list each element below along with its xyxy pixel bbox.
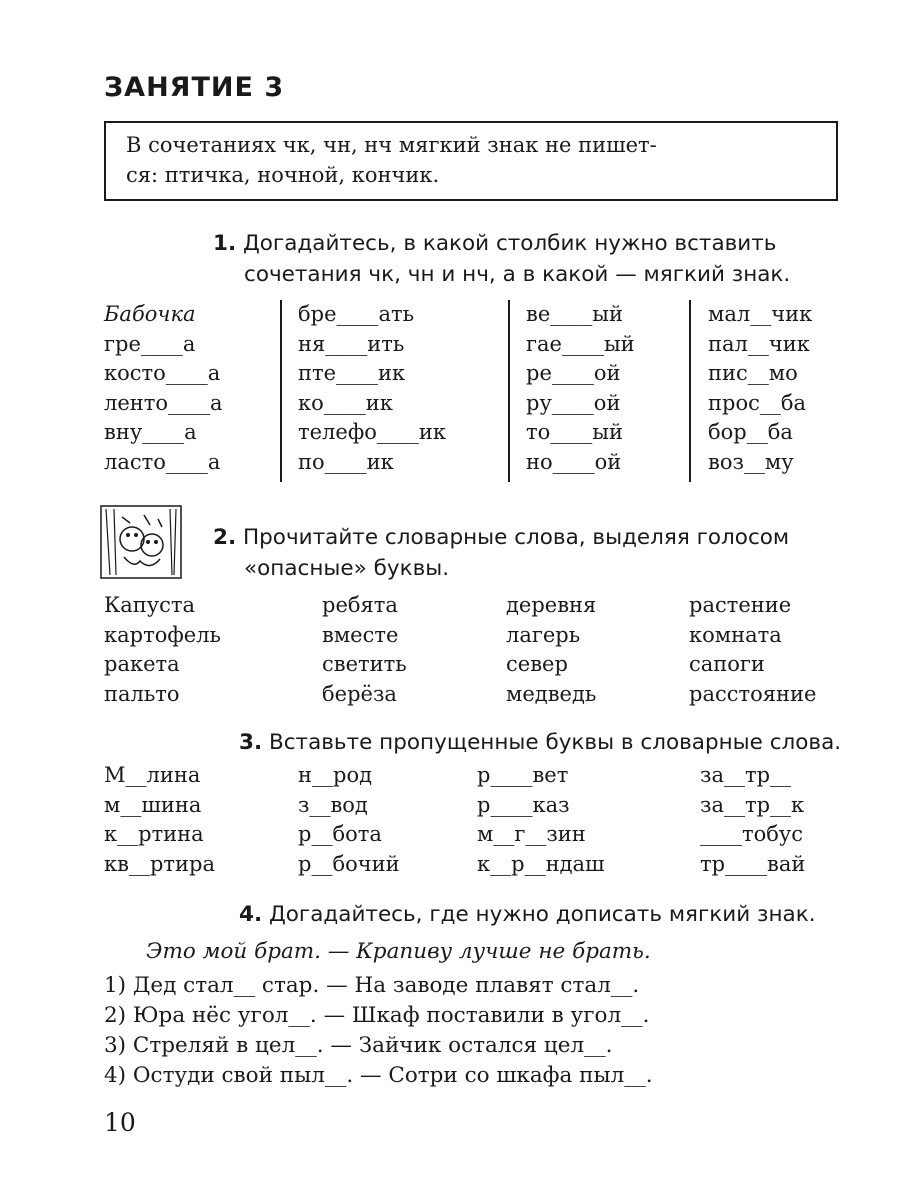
word-item: деревня xyxy=(506,593,597,617)
sentence-item: 4) Остуди свой пыл__. — Сотри со шкафа пыл__. xyxy=(104,1063,653,1088)
word-item: ре____ой xyxy=(526,361,621,385)
sentence-item: 3) Стреляй в цел__. — Зайчик остался цел__. xyxy=(104,1033,613,1058)
task3-col2 xyxy=(298,761,400,879)
word-item: к__ртина xyxy=(104,822,204,846)
word-item: вместе xyxy=(322,622,399,647)
word-item: но____ой xyxy=(526,449,622,474)
word-item: расстояние xyxy=(689,681,817,706)
word-item: по____ик xyxy=(298,449,394,474)
word-item: м__г__зин xyxy=(477,822,586,846)
task3-col1 xyxy=(104,761,215,879)
word-item: то____ый xyxy=(526,420,623,444)
word-item: м__шина xyxy=(104,792,202,817)
word-item: медведь xyxy=(506,681,597,706)
word-item: бре____ать xyxy=(298,302,415,326)
word-item: р____вет xyxy=(477,763,569,787)
column-divider xyxy=(689,300,691,482)
word-item: пис__мо xyxy=(708,361,798,385)
word-item: картофель xyxy=(104,622,221,647)
word-item: пальто xyxy=(104,681,180,706)
task3-col3 xyxy=(477,761,605,879)
task3-line1: Вставьте пропущенные буквы в словарные слова. xyxy=(268,730,842,755)
sentence-item: 2) Юра нёс угол__. — Шкаф поставили в угол__. xyxy=(104,1003,650,1028)
word-item: ру____ой xyxy=(526,390,621,415)
task2-col2 xyxy=(322,591,407,709)
dictionary-figure-icon xyxy=(100,505,182,579)
rule-box xyxy=(104,121,838,201)
task3-col4 xyxy=(700,761,805,879)
word-item: пал__чик xyxy=(708,331,810,356)
word-item: за__тр__ xyxy=(700,763,792,787)
word-item: мал__чик xyxy=(708,302,813,326)
word-item: р__бота xyxy=(298,822,382,846)
task1-line1: Догадайтесь, в какой столбик нужно вставить xyxy=(242,231,777,256)
word-item: ребята xyxy=(322,593,398,617)
task1-col1 xyxy=(104,300,223,477)
word-item: светить xyxy=(322,652,407,676)
page-number: 10 xyxy=(104,1108,136,1137)
word-item: ве____ый xyxy=(526,302,623,326)
word-item: н__род xyxy=(298,763,373,787)
task4-number: 4. xyxy=(239,902,263,927)
task2-heading xyxy=(213,523,789,552)
word-item: воз__му xyxy=(708,449,794,474)
word-item: вну____а xyxy=(104,420,197,444)
page-title: ЗАНЯТИЕ 3 xyxy=(104,72,285,103)
word-item: к__р__ндаш xyxy=(477,851,605,876)
column-divider xyxy=(280,300,282,482)
task4-line1: Догадайтесь, где нужно дописать мягкий знак. xyxy=(268,902,816,927)
word-item: берёза xyxy=(322,681,397,706)
word-item: гае____ый xyxy=(526,331,635,356)
word-item: ласто____а xyxy=(104,449,221,474)
word-item: кв__ртира xyxy=(104,851,215,876)
word-item: за__тр__к xyxy=(700,792,805,817)
task3-heading xyxy=(239,728,841,757)
task1-col2 xyxy=(298,300,446,477)
rule-line-1: В сочетаниях чк, чн, нч мягкий знак не пишет- xyxy=(126,133,657,157)
word-item: лагерь xyxy=(506,622,581,647)
task1-col4 xyxy=(708,300,812,477)
rule-line-2: ся: птичка, ночной, кончик. xyxy=(126,163,440,187)
word-item: север xyxy=(506,652,568,676)
word-item: ____тобус xyxy=(700,822,804,846)
word-item: бор__ба xyxy=(708,420,793,444)
word-item: пте____ик xyxy=(298,361,406,385)
task2-line2: «опасные» буквы. xyxy=(244,556,450,581)
word-item: р__бочий xyxy=(298,851,400,876)
word-item: ракета xyxy=(104,652,180,676)
word-item: косто____а xyxy=(104,361,221,385)
word-item: сапоги xyxy=(689,652,765,676)
word-item: ко____ик xyxy=(298,390,393,415)
word-item: Капуста xyxy=(104,593,196,617)
word-item: ня____ить xyxy=(298,331,405,356)
word-item: растение xyxy=(689,593,792,617)
word-item: телефо____ик xyxy=(298,420,447,444)
sentence-item: 1) Дед стал__ стар. — На заводе плавят стал__. xyxy=(104,973,640,998)
task2-number: 2. xyxy=(213,525,237,550)
word-item: Бабочка xyxy=(104,302,196,326)
task1-heading xyxy=(213,229,776,258)
task1-line2: сочетания чк, чн и нч, а в какой — мягкий знак. xyxy=(244,262,791,287)
task2-line1: Прочитайте словарные слова, выделяя голосом xyxy=(242,525,790,550)
word-item: р____каз xyxy=(477,792,570,817)
task1-col3 xyxy=(526,300,635,477)
task4-example: Это мой брат. — Крапиву лучше не брать. xyxy=(146,939,651,964)
task2-col1 xyxy=(104,591,221,709)
task2-col3 xyxy=(506,591,596,709)
word-item: з__вод xyxy=(298,792,368,817)
task3-number: 3. xyxy=(239,730,263,755)
word-item: комната xyxy=(689,622,782,647)
word-item: М__лина xyxy=(104,763,201,787)
task2-col4 xyxy=(689,591,816,709)
word-item: прос__ба xyxy=(708,390,807,415)
word-item: тр____вай xyxy=(700,851,806,876)
word-item: ленто____а xyxy=(104,390,223,415)
column-divider xyxy=(508,300,510,482)
task4-heading xyxy=(239,900,816,929)
task1-number: 1. xyxy=(213,231,237,256)
word-item: гре____а xyxy=(104,331,196,356)
